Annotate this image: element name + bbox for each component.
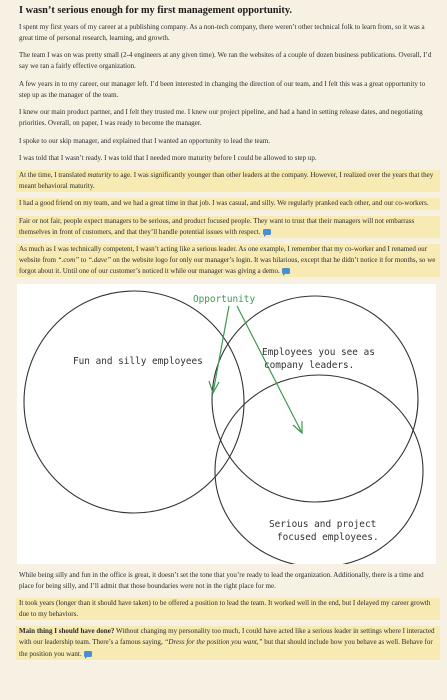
venn-diagram xyxy=(17,284,436,564)
article-title: I wasn’t serious enough for my first management opportunity. xyxy=(19,5,292,16)
comment-icon[interactable] xyxy=(84,651,92,657)
highlighted-paragraph-7[interactable]: At the time, I translated maturity to age. I was significantly younger than other leaders at the company. However, I realized over the years that they meant behavioral maturity. xyxy=(16,170,440,192)
opportunity-label: Opportunity xyxy=(193,293,256,305)
paragraph-6: I was told that I wasn’t ready. I was told that I needed more maturity before I could be allowed to step up. xyxy=(19,153,317,162)
paragraph-4: I knew our main product partner, and I felt they trusted me. I knew our project pipeline, and had a hand in setting release dates, and negotiating priorities. Overall, on paper, I was ready to become the manager. xyxy=(19,108,423,128)
serious-label-line-2: focused employees. xyxy=(277,531,379,543)
serious-label-line-1: Serious and project xyxy=(269,518,377,530)
venn-diagram-svg xyxy=(17,284,436,564)
paragraph-11: While being silly and fun in the office is great, it doesn’t set the tone that you’re ready to lead the organization. Additionally, there is a time and place for being silly, and I’ll admit that those boundaries were not in the right place for me. xyxy=(19,570,424,590)
paragraph-1: I spent my first years of my career at a publishing company. As a non-tech company, there weren’t other technical folk to learn from, so it was a great time of personal research, learning, and growth. xyxy=(19,23,425,43)
leaders-label-line-2: company leaders. xyxy=(264,359,355,371)
highlighted-paragraph-8[interactable]: I had a good friend on my team, and we had a great time in that job. I was casual, and silly. We regularly pranked each other, and our co-workers. xyxy=(16,198,440,209)
circle-fun-silly xyxy=(24,291,244,513)
highlighted-paragraph-13[interactable]: Main thing I should have done? Without changing my personality too much, I could have acted like a serious leader in settings where I interacted with our leadership team. There’s a famous saying, “Dress for the position you want,” but that should include how you behave as well. Behave for the position you want. xyxy=(16,626,440,659)
paragraph-3: A few years in to my career, our manager left. I’d been interested in changing the direction of our team, and I felt this was a great opportunity to step up as the manager of the team. xyxy=(19,79,426,99)
highlighted-paragraph-12[interactable]: It took years (longer than it should have taken) to be offered a position to lead the team. It worked well in the end, but I delayed my career growth due to my behaviors. xyxy=(16,598,440,620)
leaders-label-line-1: Employees you see as xyxy=(262,346,375,358)
fun-silly-label: Fun and silly employees xyxy=(73,355,203,367)
highlighted-paragraph-9[interactable]: Fair or not fair, people expect managers to be serious, and product focused people. They want to trust that their managers will not embarrass themselves in front of customers, and that they’ll handle potential issues with respect. xyxy=(16,216,440,238)
paragraph-2: The team I was on was pretty small (2-4 engineers at any given time). We ran the websites of a couple of dozen business publications. Overall, I’d say we ran a fairly effective organization. xyxy=(19,51,432,71)
comment-icon[interactable] xyxy=(263,229,271,235)
arrow-head-right xyxy=(293,421,302,433)
comment-icon[interactable] xyxy=(282,268,290,274)
paragraph-5: I spoke to our skip manager, and explained that I wanted an opportunity to lead the team. xyxy=(19,136,270,145)
arrow-line-left xyxy=(213,306,229,393)
highlighted-paragraph-10[interactable]: As much as I was technically competent, I wasn’t acting like a serious leader. As one example, I remember that my co-worker and I renamed our website from “.com” to “.dave” on the website logo for only our manager’s login. It was hilarious, except that he didn’t notice it for months, so we forgot about it. Until one of our customer’s noticed it while our manager was giving a demo. xyxy=(16,244,440,277)
